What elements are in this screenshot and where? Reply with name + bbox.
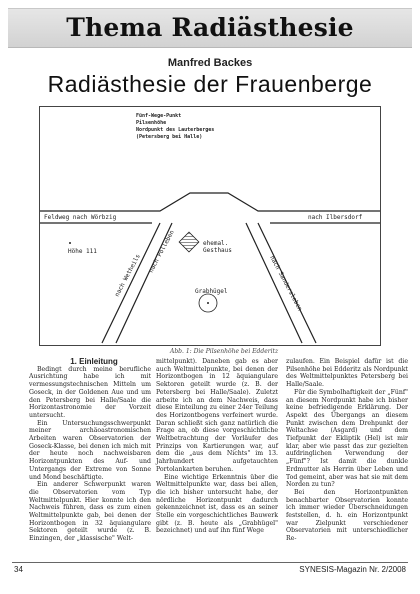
page-number: 34 (14, 565, 23, 574)
magazine-issue: SYNESIS-Magazin Nr. 2/2008 (299, 565, 406, 574)
paragraph: Ein Untersuchungsschwerpunkt meiner archäoastronomischen Arbeiten waren Observatorien der Goseck-Klasse, bei denen ich mich mit der heute noch nachweisbaren Horizontpunkten des Auf- und Untergangs der Extreme von Sonne und Mond beschäftigte. (29, 419, 151, 481)
map-label-site-2: Gesthaus (203, 247, 232, 254)
map-label-road-southeast: nach Sandersleben (268, 254, 304, 313)
section-title: Thema Radiästhesie (66, 13, 354, 42)
paragraph: Bei den Horizontpunkten benachbarter Observatorien konnte ich immer wieder Überschneidungen feststellen, d. h. ein Horizontpunkt war Zielpunkt verschiedener Observatorien mit unterschiedlicher Re- (286, 488, 408, 543)
map-label-road-west: Feldweg nach Wörbzig (44, 214, 117, 221)
paragraph: Für die Symbolhaftigkeit der „Fünf" an diesem Nordpunkt habe ich bisher keine befriedigende Erklärung. Der Aspekt des Übergangs an diesem Punkt zwischen dem Drehpunkt der Weltachse (Asgard) und dem Tiefpunkt der Ekliptik (Hel) ist mir klar, aber wie passt das zur gezielten aufdringlichen Verwendung der „Fünf"? Ist damit die dunkle Erdmutter als Herrin über Leben und Tod gemeint, aber was hat sie mit dem Norden zu tun? (286, 388, 408, 489)
paragraph: Bedingt durch meine berufliche Ausrichtung habe ich mit vermessungstechnischen Mitteln um Goseck, in der Goldenen Aue und um den Petersberg bei Halle/Saale die Horizontastronomie der Vorzeit untersucht. (29, 365, 151, 419)
map-road-southeast (246, 223, 316, 343)
paragraph: zulaufen. Ein Beispiel dafür ist die Pilsenhöhe bei Edderitz als Nordpunkt des Weltmittelpunktes Petersberg bei Halle/Saale. (286, 358, 408, 389)
map-figure (39, 106, 381, 346)
map-label-grave-hill: Grabhügel (195, 288, 228, 295)
section-heading: 1. Einleitung (70, 357, 118, 366)
map-road-southwest (102, 223, 172, 343)
text-column-2 (156, 358, 278, 535)
footer-rule (12, 562, 408, 563)
map-label-north-point: Nordpunkt des Lauterberges (136, 127, 215, 133)
map-building (179, 232, 199, 252)
map-label-hill-mark: Höhe 111 (68, 248, 97, 255)
header-band (8, 8, 412, 48)
figure-caption: Abb. 1: Die Pilsenhöhe bei Edderitz (170, 348, 279, 355)
paragraph: Ein anderer Schwerpunkt waren die Observatorien vom Typ Weltmittelpunkt. Hier konnte ich den Nachweis führen, dass es zum einen Weltmittelpunkte gab, bei denen der Horizontbogen in 32 äquiangulare Sektoren geteilt wurde (z. B. Einzingen, der „klassische" Welt- (29, 481, 151, 543)
paragraph: Eine wichtige Erkenntnis über die Weltmittelpunkte war, dass bei allen, die ich bisher untersucht habe, der nördliche Horizontpunkt dadurch gekennzeichnet ist, dass es an seiner Stelle ein vorgeschichtliches Bauwerk gibt (z. B. heute als „Grabhügel" bezeichnet) und auf ihn fünf Wege (156, 473, 278, 535)
map-label-road-southwest: nach Wetheils (113, 253, 142, 298)
article-title: Radiästhesie der Frauenberge (47, 71, 373, 97)
map-label-hill: Pilsenhöhe (136, 120, 167, 126)
map-label-road-east: nach Ilbersdorf (308, 214, 363, 221)
text-column-3 (286, 358, 408, 543)
map-label-road-south: nach Polleben (147, 229, 176, 274)
map-height-mark (69, 242, 71, 244)
paragraph: mittelpunkt). Daneben gab es aber auch Weltmittelpunkte, bei denen der Horizontbogen in 12 äquiangulare Sektoren geteilt wurde (z. B. der Petersberg bei Halle/Saale). Zuletzt arbeite ich an dem Nachweis, dass diese Einteilung zu einer 24er Teilung des Horizontbogens verfeinert wurde. Daran schließt sich ganz natürlich die Frage an, ob diese vorgeschichtliche Weltbetrachtung der Vorläufer des Prinzips von Kartierungen war, auf dem die „aus dem Nichts" im 13. Jahrhundert aufgetauchten Portolankarten beruhen. (156, 358, 278, 473)
text-column-1 (29, 358, 151, 543)
author-name: Manfred Backes (167, 57, 253, 69)
map-label-site-1: ehemal. (203, 240, 229, 247)
map-drawing (40, 107, 380, 345)
map-label-north-point-2: (Petersberg bei Halle) (136, 134, 203, 140)
map-label-five-roads: Fünf-Wege-Punkt (136, 113, 182, 119)
